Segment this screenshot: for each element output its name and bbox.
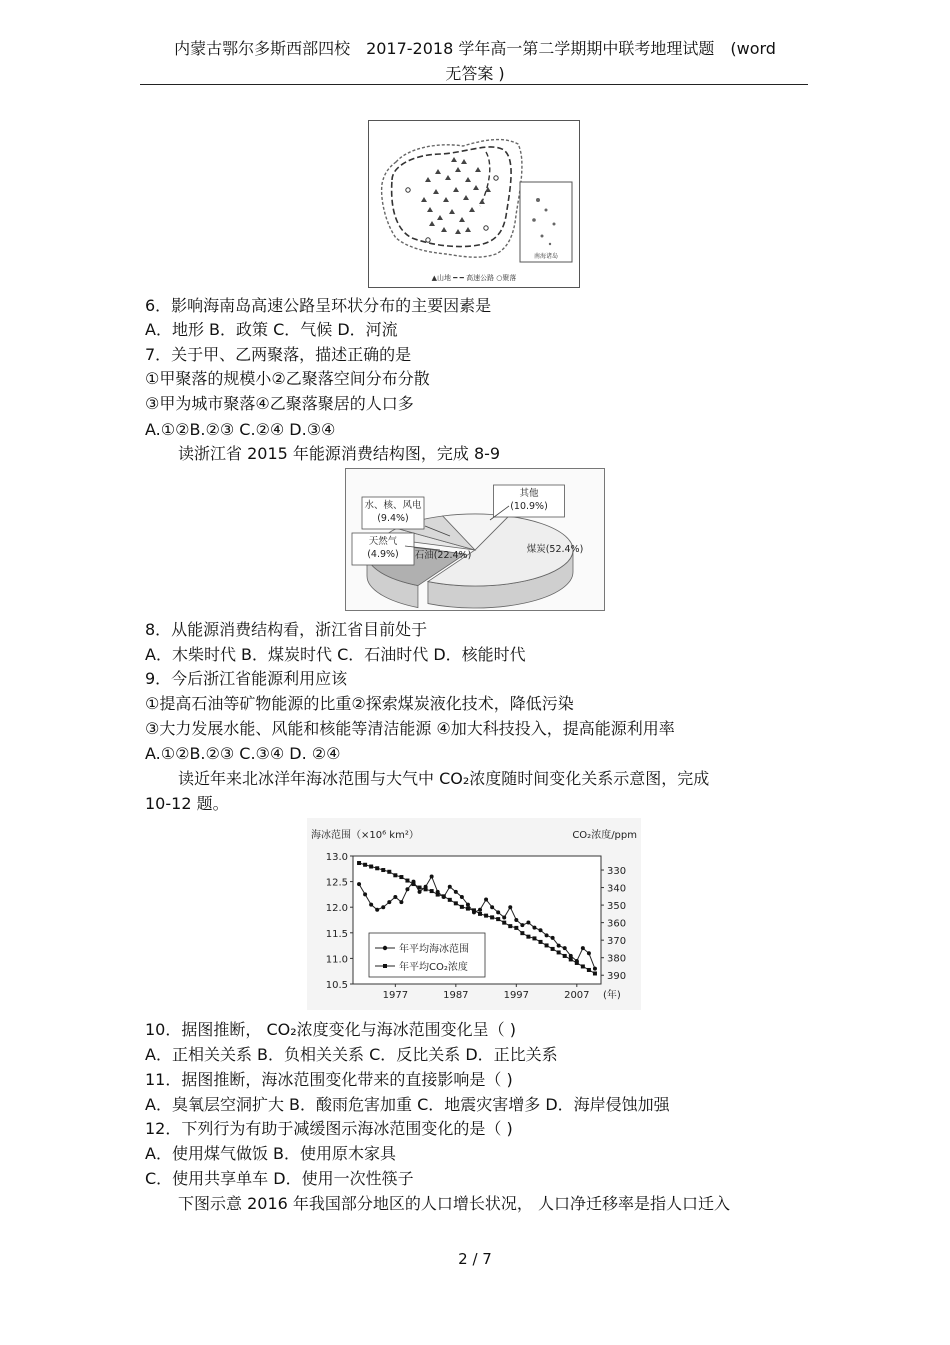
series-point-circle	[430, 874, 434, 878]
series-point-circle	[375, 908, 379, 912]
series-point-square	[514, 926, 518, 930]
series-point-square	[387, 870, 391, 874]
series-point-square	[424, 887, 428, 891]
series-point-square	[587, 968, 591, 972]
question-7-statement-2: ③甲为城市聚落④乙聚落聚居的人口多	[145, 394, 414, 413]
series-point-square	[375, 866, 379, 870]
energy-pie-figure	[345, 468, 605, 611]
pie-slice-label: 煤炭(52.4%)	[526, 544, 584, 555]
series-point-square	[557, 950, 561, 954]
x-tick-label: 1997	[503, 990, 530, 1001]
question-8-options: A．木柴时代 B．煤炭时代 C．石油时代 D．核能时代	[145, 645, 526, 664]
series-point-circle	[393, 895, 397, 899]
series-point-circle	[581, 946, 585, 950]
question-7: 7．关于甲、乙两聚落，描述正确的是	[145, 345, 412, 364]
series-point-square	[460, 905, 464, 909]
series-point-circle	[593, 967, 597, 971]
series-point-circle	[478, 908, 482, 912]
intro-questions-8-9: 读浙江省 2015 年能源消费结构图，完成 8-9	[178, 444, 501, 463]
pie-slice-label: 天然气	[368, 536, 398, 547]
question-6: 6．影响海南岛高速公路呈环状分布的主要因素是	[145, 296, 492, 315]
y-left-tick-label: 11.5	[325, 928, 348, 940]
series-point-circle	[363, 892, 367, 896]
question-9-options: A.①②B.②③ C.③④ D. ②④	[145, 744, 341, 763]
legend-label: 年平均CO₂浓度	[399, 962, 468, 973]
question-12: 12．下列行为有助于减缓图示海冰范围变化的是（ )	[145, 1119, 513, 1138]
series-point-square	[363, 863, 367, 867]
series-point-square	[551, 947, 555, 951]
series-point-square	[575, 961, 579, 965]
series-point-square	[496, 917, 500, 921]
y-left-tick-label: 13.0	[325, 852, 348, 863]
x-tick-label: 1987	[443, 990, 469, 1001]
series-point-circle	[563, 946, 567, 950]
series-point-circle	[466, 903, 470, 907]
question-8: 8．从能源消费结构看，浙江省目前处于	[145, 620, 428, 639]
series-point-circle	[484, 898, 488, 902]
series-point-square	[532, 936, 536, 940]
series-point-square	[569, 957, 573, 961]
y-right-tick-label: 390	[607, 971, 627, 983]
series-point-square	[466, 907, 470, 911]
hainan-map-figure	[368, 120, 580, 288]
series-point-circle	[387, 900, 391, 904]
sea-ice-co2-figure	[307, 818, 641, 1010]
question-9: 9．今后浙江省能源利用应该	[145, 669, 348, 688]
header-line-1: 内蒙古鄂尔多斯西部四校 2017-2018 学年高一第二学期期中联考地理试题 (word	[174, 39, 776, 58]
page-number: 2 / 7	[458, 1250, 492, 1268]
x-axis-label: (年)	[603, 990, 621, 1001]
y-right-tick-label: 350	[607, 901, 627, 913]
question-12-options-2: C．使用共享单车 D．使用一次性筷子	[145, 1169, 414, 1188]
series-point-square	[436, 893, 440, 897]
intro-questions-10-12: 读近年来北冰洋年海冰范围与大气中 CO₂浓度随时间变化关系示意图，完成	[178, 769, 710, 788]
y-right-tick-label: 340	[607, 883, 627, 895]
series-point-square	[478, 912, 482, 916]
series-point-circle	[418, 890, 422, 894]
question-6-options: A．地形 B．政策 C．气候 D．河流	[145, 320, 398, 339]
question-10-options: A．正相关关系 B．负相关关系 C．反比关系 D．正比关系	[145, 1045, 558, 1064]
series-point-square	[381, 868, 385, 872]
series-point-square	[581, 964, 585, 968]
y-left-label: 海冰范围（×10⁶ km²）	[311, 830, 419, 841]
header-rule	[140, 84, 808, 85]
series-point-square	[472, 908, 476, 912]
question-7-options: A.①②B.②③ C.②④ D.③④	[145, 420, 336, 439]
series-point-circle	[448, 885, 452, 889]
series-point-square	[430, 889, 434, 893]
question-9-statement-1: ①提高石油等矿物能源的比重②探索煤炭液化技术，降低污染	[145, 694, 574, 713]
series-point-circle	[460, 895, 464, 899]
series-point-circle	[508, 905, 512, 909]
series-point-square	[418, 886, 422, 890]
series-point-circle	[490, 905, 494, 909]
pie-slice-label: (4.9%)	[367, 549, 399, 560]
series-point-square	[369, 865, 373, 869]
series-point-square	[508, 924, 512, 928]
series-point-circle	[369, 903, 373, 907]
y-left-tick-label: 12.0	[325, 903, 348, 915]
series-point-circle	[357, 882, 361, 886]
series-point-square	[405, 879, 409, 883]
question-9-statement-2: ③大力发展水能、风能和核能等清洁能源 ④加大科技投入，提高能源利用率	[145, 719, 675, 738]
inset-box	[520, 182, 572, 262]
header-line-2: 无答案 )	[445, 64, 505, 83]
map-legend: ▲山地 ━ ━ 高速公路 ○聚落	[431, 274, 517, 282]
series-point-circle	[454, 890, 458, 894]
series-point-square	[399, 875, 403, 879]
series-point-circle	[496, 910, 500, 914]
question-12-options-1: A．使用煤气做饭 B．使用原木家具	[145, 1144, 397, 1163]
series-point-square	[393, 873, 397, 877]
series-point-square	[545, 943, 549, 947]
legend-label: 年平均海冰范围	[399, 944, 469, 955]
series-point-square	[539, 940, 543, 944]
series-point-square	[520, 931, 524, 935]
series-point-circle	[532, 926, 536, 930]
x-tick-label: 2007	[564, 990, 590, 1001]
series-point-square	[563, 954, 567, 958]
question-10: 10．据图推断， CO₂浓度变化与海冰范围变化呈（ )	[145, 1020, 516, 1039]
y-right-label: CO₂浓度/ppm	[572, 830, 637, 841]
series-point-circle	[587, 951, 591, 955]
series-point-circle	[381, 905, 385, 909]
page-header	[140, 36, 810, 86]
series-point-circle	[520, 923, 524, 927]
series-point-circle	[539, 928, 543, 932]
pie-slice-label: 石油(22.4%)	[414, 550, 472, 561]
pie-slice-label: 水、核、风电	[364, 500, 422, 511]
series-point-square	[411, 882, 415, 886]
y-left-tick-label: 12.5	[325, 877, 348, 889]
series-point-square	[526, 935, 530, 939]
pie-slice-label: 其他	[519, 488, 539, 499]
y-left-tick-label: 11.0	[325, 954, 348, 966]
series-point-circle	[514, 918, 518, 922]
intro-questions-10-12-cont: 10-12 题。	[145, 794, 229, 813]
sea-ice-co2-chart	[307, 818, 641, 1010]
series-point-square	[357, 861, 361, 865]
series-point-circle	[551, 936, 555, 940]
y-right-tick-label: 330	[607, 866, 627, 878]
series-point-circle	[405, 887, 409, 891]
y-left-tick-label: 10.5	[325, 980, 348, 991]
y-right-tick-label: 370	[607, 936, 627, 948]
series-point-circle	[526, 921, 530, 925]
question-7-statement-1: ①甲聚落的规模小②乙聚落空间分布分散	[145, 369, 430, 388]
series-point-square	[448, 898, 452, 902]
inset-label: 南海诸岛	[533, 253, 559, 260]
x-tick-label: 1977	[382, 990, 409, 1001]
series-point-circle	[557, 944, 561, 948]
legend-marker-square	[383, 964, 387, 968]
question-11: 11．据图推断，海冰范围变化带来的直接影响是（ )	[145, 1070, 513, 1089]
pie-slice-label: (9.4%)	[377, 513, 409, 524]
energy-pie-chart	[345, 468, 605, 611]
hainan-map	[368, 120, 580, 288]
series-point-square	[442, 894, 446, 898]
y-right-tick-label: 380	[607, 953, 627, 965]
intro-next-questions: 下图示意 2016 年我国部分地区的人口增长状况， 人口净迁移率是指人口迁入	[178, 1194, 730, 1213]
series-point-square	[454, 901, 458, 905]
series-point-square	[502, 921, 506, 925]
y-right-tick-label: 360	[607, 918, 627, 930]
pie-slice-label: (10.9%)	[510, 501, 548, 512]
legend-marker-circle	[383, 946, 387, 950]
series-point-square	[593, 971, 597, 975]
series-point-square	[484, 914, 488, 918]
question-11-options: A．臭氧层空洞扩大 B．酸雨危害加重 C．地震灾害增多 D．海岸侵蚀加强	[145, 1095, 670, 1114]
series-point-circle	[399, 900, 403, 904]
series-point-circle	[502, 915, 506, 919]
series-point-circle	[569, 954, 573, 958]
series-point-square	[490, 915, 494, 919]
series-point-circle	[545, 933, 549, 937]
